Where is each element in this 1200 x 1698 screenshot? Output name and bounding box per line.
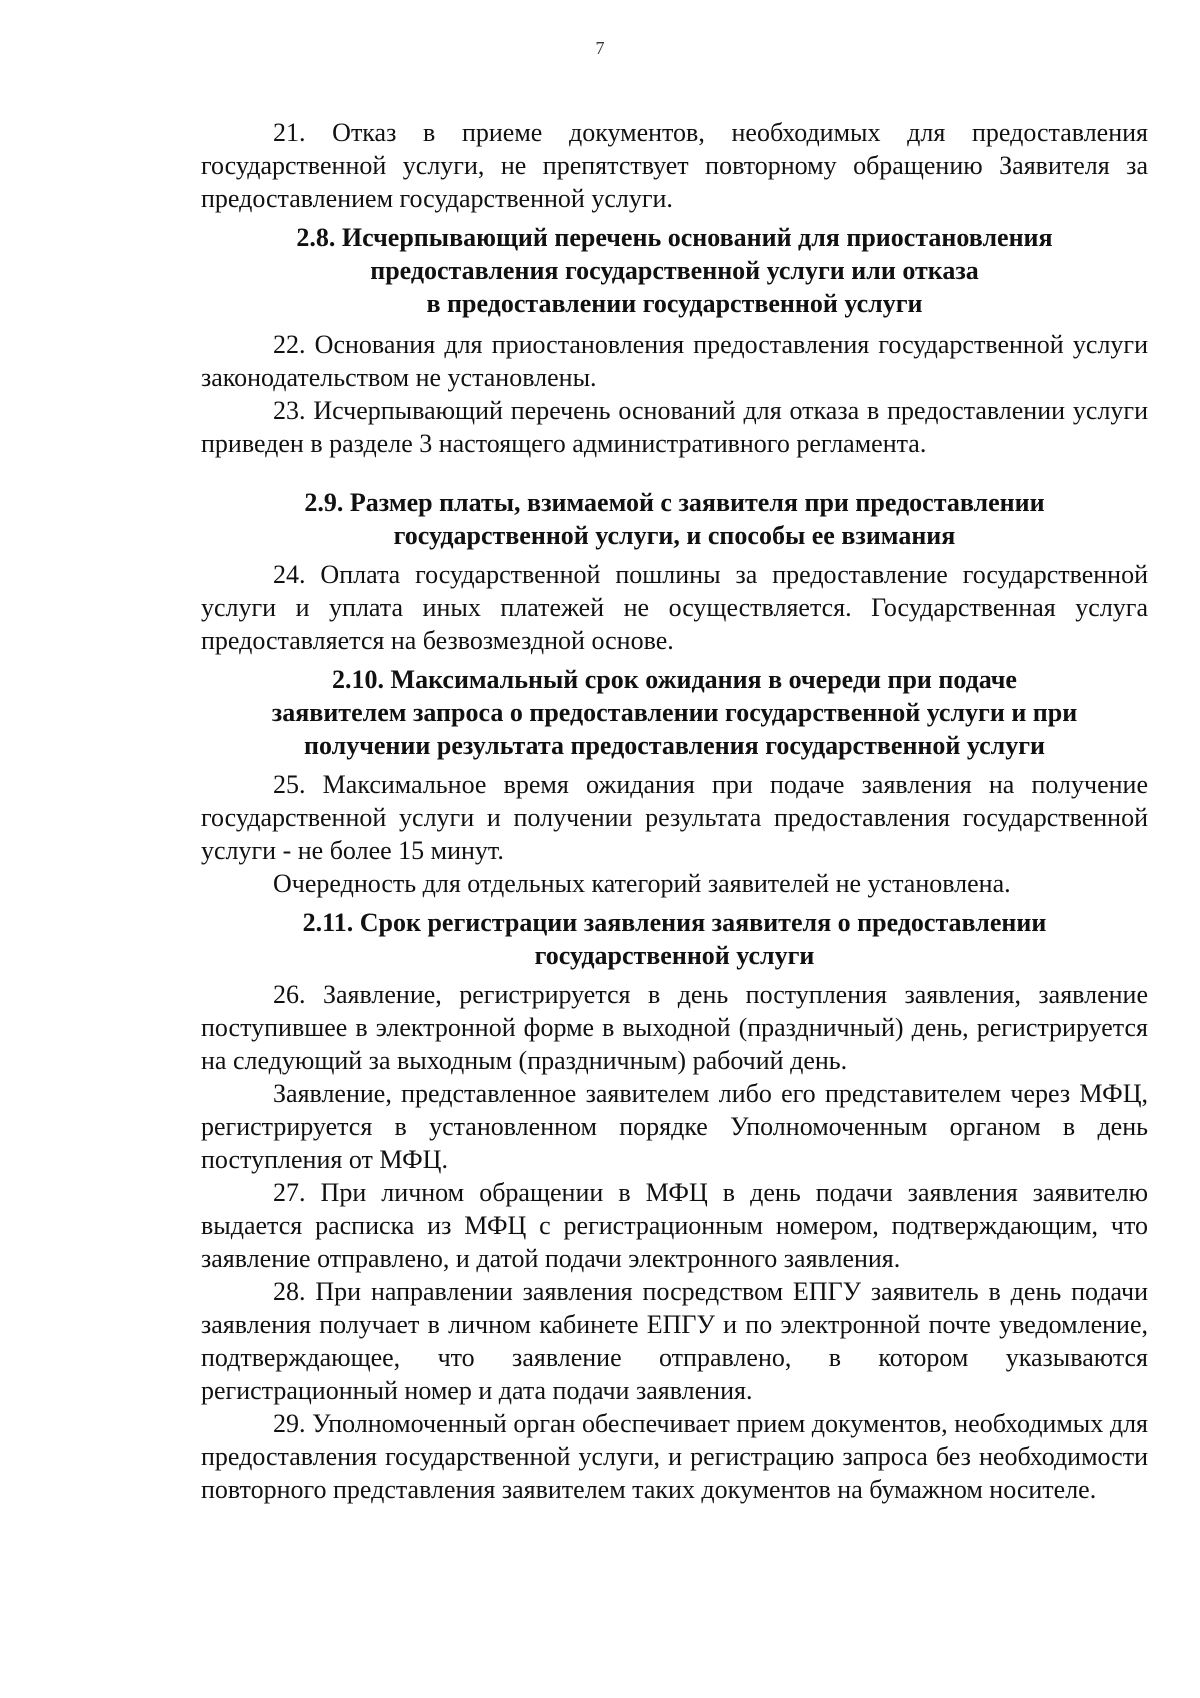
paragraph-mfc-registration: Заявление, представленное заявителем либо его представителем через МФЦ, регистрируется в установленном порядке Уполномоченным органом в день поступления от МФЦ.	[201, 1079, 1148, 1174]
paragraph-23: 23. Исчерпывающий перечень оснований для отказа в предоставлении услуги приведен в разделе 3 настоящего административного регламента.	[201, 396, 1148, 458]
heading-line: заявителем запроса о предоставлении государственной услуги и при	[271, 698, 1078, 727]
paragraph-28: 28. При направлении заявления посредством ЕПГУ заявитель в день подачи заявления получает в личном кабинете ЕПГУ и по электронной почте уведомление, подтверждающее, что заявление отправлено, в котором указываются регистрационный номер и дата подачи заявления.	[201, 1277, 1148, 1405]
section-heading-2-8	[201, 221, 1148, 320]
page-number: 7	[595, 38, 605, 58]
heading-line: предоставления государственной услуги или отказа	[370, 256, 979, 285]
paragraph-26: 26. Заявление, регистрируется в день поступления заявления, заявление поступившее в электронной форме в выходной (праздничный) день, регистрируется на следующий за выходным (праздничным) рабочий день.	[201, 980, 1148, 1075]
heading-line: государственной услуги, и способы ее взимания	[393, 521, 956, 550]
document-body	[201, 116, 1148, 1506]
heading-line: 2.8. Исчерпывающий перечень оснований для приостановления	[296, 223, 1053, 252]
heading-line: государственной услуги	[534, 941, 815, 970]
section-heading-2-9	[201, 486, 1148, 552]
section-heading-2-11	[201, 906, 1148, 972]
heading-line: 2.9. Размер платы, взимаемой с заявителя при предоставлении	[304, 488, 1045, 517]
section-heading-2-10	[201, 663, 1148, 762]
paragraph-24: 24. Оплата государственной пошлины за предоставление государственной услуги и уплата иных платежей не осуществляется. Государственная услуга предоставляется на безвозмездной основе.	[201, 560, 1148, 655]
paragraph-22: 22. Основания для приостановления предоставления государственной услуги законодательством не установлены.	[201, 330, 1148, 392]
paragraph-queue: Очередность для отдельных категорий заявителей не установлена.	[273, 869, 1011, 898]
paragraph-21: 21. Отказ в приеме документов, необходимых для предоставления государственной услуги, не препятствует повторному обращению Заявителя за предоставлением государственной услуги.	[201, 118, 1148, 213]
heading-line: 2.11. Срок регистрации заявления заявителя о предоставлении	[302, 908, 1047, 937]
heading-line: в предоставлении государственной услуги	[426, 289, 923, 318]
heading-line: 2.10. Максимальный срок ожидания в очереди при подаче	[332, 665, 1017, 694]
paragraph-29: 29. Уполномоченный орган обеспечивает прием документов, необходимых для предоставления государственной услуги, и регистрацию запроса без необходимости повторного представления заявителем таких документов на бумажном носителе.	[201, 1409, 1148, 1504]
paragraph-27: 27. При личном обращении в МФЦ в день подачи заявления заявителю выдается расписка из МФЦ с регистрационным номером, подтверждающим, что заявление отправлено, и датой подачи электронного заявления.	[201, 1178, 1148, 1273]
paragraph-25: 25. Максимальное время ожидания при подаче заявления на получение государственной услуги и получении результата предоставления государственной услуги - не более 15 минут.	[201, 770, 1148, 865]
heading-line: получении результата предоставления государственной услуги	[303, 731, 1046, 760]
